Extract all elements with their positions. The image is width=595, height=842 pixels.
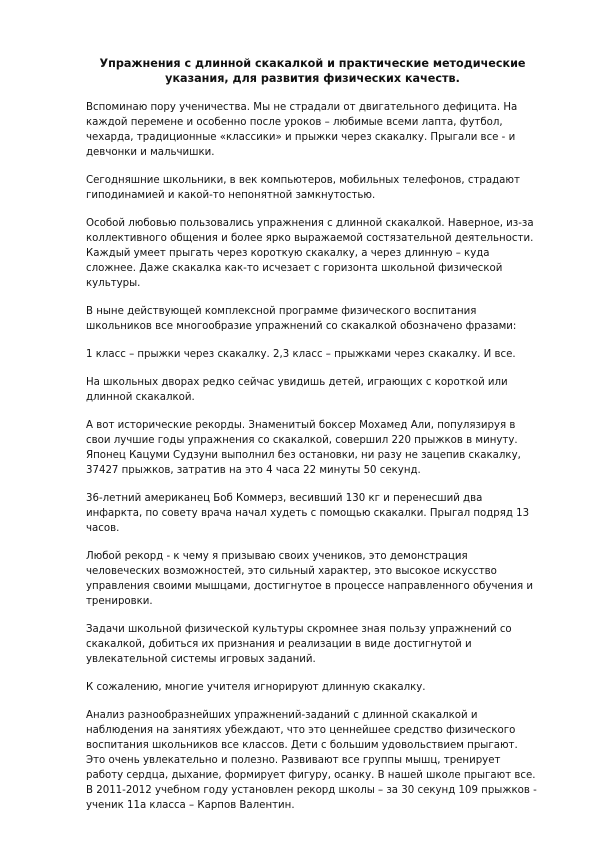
paragraph-analysis: Анализ разнообразнейших упражнений-заданий с длинной скакалкой и наблюдения на занятиях убеждают, что это ценнейшее средство физического воспитания школьников все классов. Дети с большим удовольствием прыгают. Это очень увлекательно и полезно. Развивают все группы мышц, тренирует работу сердца, дыхание, формирует фигуру, осанку. В нашей школе прыгают все. В 2011-2012 учебном году установлен рекорд школы – за 30 секунд 109 прыжков - ученик 11а класса – Карпов Валентин. bbox=[86, 710, 537, 811]
paragraph-modern-students: Сегодняшние школьники, в век компьютеров, мобильных телефонов, страдают гиподинамией и какой-то непонятной замкнутостью. bbox=[86, 175, 520, 201]
paragraph-bob-kommerz: 36-летний американец Боб Коммерз, весивший 130 кг и перенесший два инфаркта, по совету врача начал худеть с помощью скакалки. Прыгал подряд 13 часов. bbox=[86, 493, 530, 534]
paragraph-classes: 1 класс – прыжки через скакалку. 2,3 класс – прыжками через скакалку. И все. bbox=[86, 349, 516, 360]
paragraph-school-yards: На школьных дворах редко сейчас увидишь детей, играющих с короткой или длинной скакалкой. bbox=[86, 377, 508, 403]
paragraph-teachers: К сожалению, многие учителя игнорируют длинную скакалку. bbox=[86, 682, 426, 693]
paragraph-any-record: Любой рекорд - к чему я призываю своих учеников, это демонстрация человеческих возможностей, это сильный характер, это высокое искусство управления своими мышцами, достигнутое в процессе направленного обучения и тренировки. bbox=[86, 551, 534, 607]
paragraph-childhood: Вспоминаю пору ученичества. Мы не страдали от двигательного дефицита. На каждой перемене и особенно после уроков – любимые всеми лапта, футбол, чехарда, традиционные «классики» и прыжки через скакалку. Прыгали все - и девчонки и мальчишки. bbox=[86, 102, 518, 158]
paragraph-long-rope-love: Особой любовью пользовались упражнения с длинной скакалкой. Наверное, из-за коллективного общения и более ярко выражаемой состязательной деятельности. Каждый умеет прыгать через короткую скакалку, а через длинную – куда сложнее. Даже скакалка как-то исчезает с горизонта школьной физической культуры. bbox=[86, 218, 534, 289]
paragraph-tasks: Задачи школьной физической культуры скромнее зная пользу упражнений со скакалкой, добиться их признания и реализации в виде достигнутой и увлекательной системы игровых заданий. bbox=[86, 624, 512, 665]
document-title: Упражнения с длинной скакалкой и практические методические указания, для развития физических качеств. bbox=[99, 57, 526, 85]
paragraph-records: А вот исторические рекорды. Знаменитый боксер Мохамед Али, популязируя в свои лучшие годы упражнения со скакалкой, совершил 220 прыжков в минуту. Японец Кацуми Судзуни выполнил без остановки, ни разу не зацепив скакалку, 37427 прыжков, затратив на это 4 часа 22 минуты 50 секунд. bbox=[86, 420, 521, 476]
paragraph-program: В ныне действующей комплексной программе физического воспитания школьников все многообразие упражнений со скакалкой обозначено фразами: bbox=[86, 306, 517, 332]
